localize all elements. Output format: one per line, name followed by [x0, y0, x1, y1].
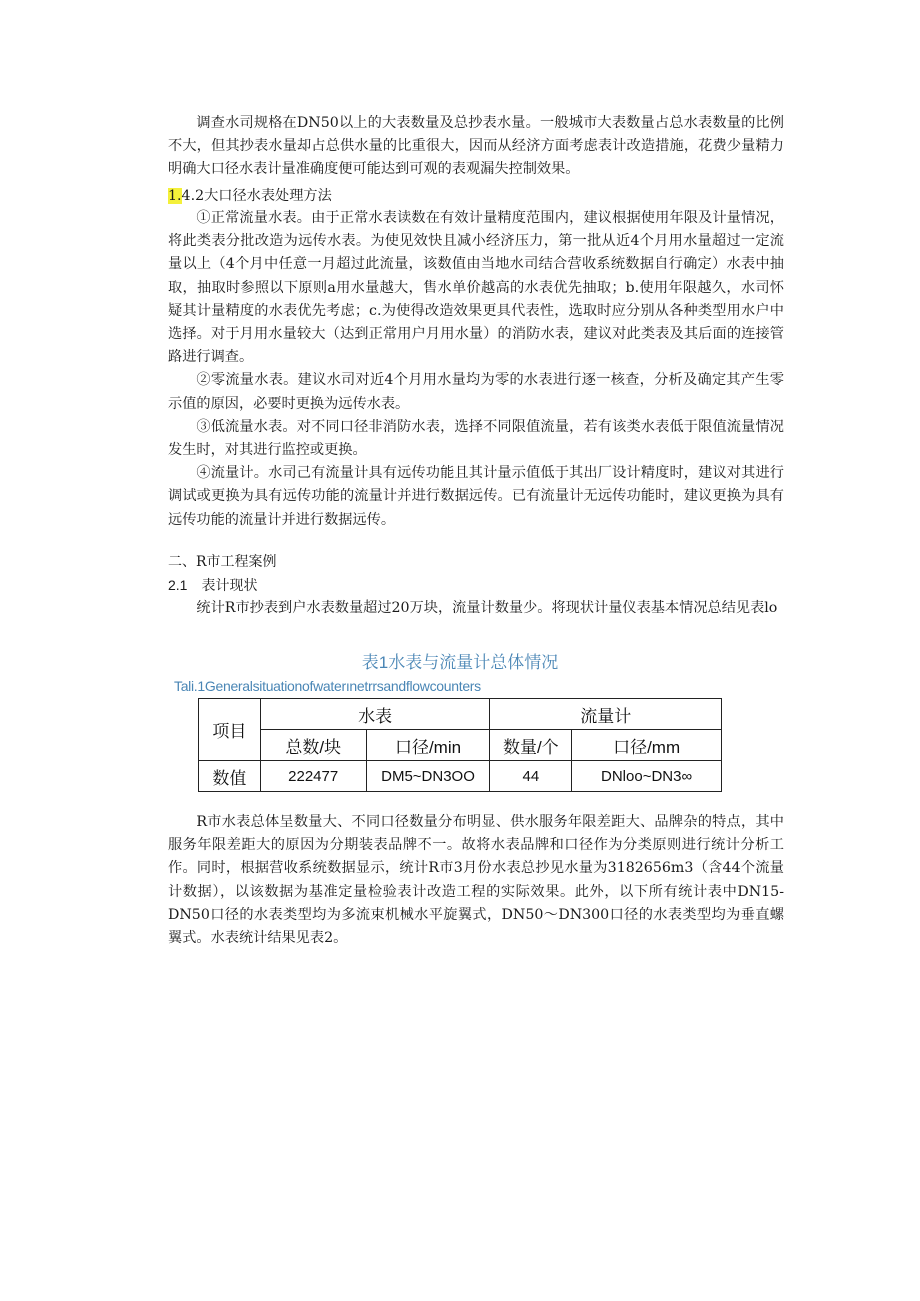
- after-table-paragraph: R市水表总体呈数量大、不同口径数量分布明显、供水服务年限差距大、品牌杂的特点，其中服务年限差距大的原因为分期装表品牌不一。故将水表品牌和口径作为分类原则进行统计分析工作。同时，根据营收系统数据显示，统计R市3月份水表总抄见水量为3182656m3（含44个流量计数据），以该数据为基准定量检验表计改造工程的实际效果。此外，以下所有统计表中DN15-DN50口径的水表类型均为多流束机械水平旋翼式，DN50～DN300口径的水表类型均为垂直螺翼式。水表统计结果见表2。: [168, 814, 784, 947]
- method-paragraph-low-flow: ③低流量水表。对不同口径非消防水表，选择不同限值流量，若有该类水表低于限值流量情况发生时，对其进行监控或更换。: [168, 418, 784, 459]
- cell-water-count: 222477: [260, 761, 366, 792]
- method-paragraph-zero-flow: ②零流量水表。建议水司对近4个月用水量均为零的水表进行逐一核查，分析及确定其产生零示值的原因，必要时更换为远传水表。: [168, 372, 784, 412]
- row-label: 数值: [199, 761, 261, 792]
- table-header-row: [199, 699, 722, 730]
- section-heading-2: 二、R市工程案例: [168, 554, 277, 570]
- cell-water-caliber: DM5~DN3OO: [366, 761, 490, 792]
- after-table-section: [168, 811, 784, 950]
- table-title: 表1水表与流量计总体情况: [361, 653, 559, 672]
- header-flowmeter: 流量计: [490, 699, 722, 730]
- intro-section: [168, 112, 784, 182]
- heading-highlight: 1.: [168, 188, 182, 204]
- header-flow-caliber: 口径/mm: [572, 730, 722, 761]
- header-water-caliber: 口径/min: [366, 730, 490, 761]
- method-paragraph-normal-flow: ①正常流量水表。由于正常水表读数在有效计量精度范围内，建议根据使用年限及计量情况，将此类表分批改造为远传水表。为使见效快且减小经济压力，第一批从近4个月用水量超过一定流量以上（4个月中任意一月超过此流量，该数值由当地水司结合营收系统数据自行确定）水表中抽取，抽取时参照以下原则a用水量越大，售水单价越高的水表优先抽取；b.使用年限越久，水司怀疑其计量精度的水表优先考虑；c.为使得改造效果更具代表性，选取时应分别从各种类型用水户中选择。对于月用水量较大（达到正常用户月用水量）的消防水表，建议对此类表及其后面的连接管路进行调查。: [168, 210, 784, 366]
- methods-section: [168, 207, 784, 532]
- header-water-meter: 水表: [260, 699, 490, 730]
- cell-flow-caliber: DNloo~DN3∞: [572, 761, 722, 792]
- table-row: [199, 761, 722, 792]
- header-flow-count: 数量/个: [490, 730, 572, 761]
- table-subheader-row: [199, 730, 722, 761]
- section-heading-2-1: 2.1 表计现状: [168, 577, 258, 593]
- header-water-count: 总数/块: [260, 730, 366, 761]
- table-subtitle: Tali.1Generalsituationofwaterınetrrsandflowcounters: [174, 678, 481, 694]
- stats-paragraph: 统计R市抄表到户水表数量超过20万块，流量计数量少。将现状计量仪表基本情况总结见表lo: [196, 600, 778, 616]
- intro-paragraph: 调查水司规格在DN50以上的大表数量及总抄表水量。一般城市大表数量占总水表数量的比例不大，但其抄表水量却占总供水量的比重很大，因而从经济方面考虑表计改造措施，花费少量精力明确大口径水表计量准确度便可能达到可观的表观漏失控制效果。: [168, 115, 784, 178]
- heading-text: 4.2大口径水表处理方法: [181, 188, 332, 204]
- section-heading-1-4-2: [168, 185, 332, 207]
- header-item: 项目: [199, 699, 261, 761]
- method-paragraph-flowmeter: ④流量计。水司己有流量计具有远传功能且其计量示值低于其出厂设计精度时，建议对其进行调试或更换为具有远传功能的流量计并进行数据远传。已有流量计无远传功能时，建议更换为具有远传功能的流量计并进行数据远传。: [168, 465, 784, 528]
- cell-flow-count: 44: [490, 761, 572, 792]
- summary-table: [198, 698, 722, 792]
